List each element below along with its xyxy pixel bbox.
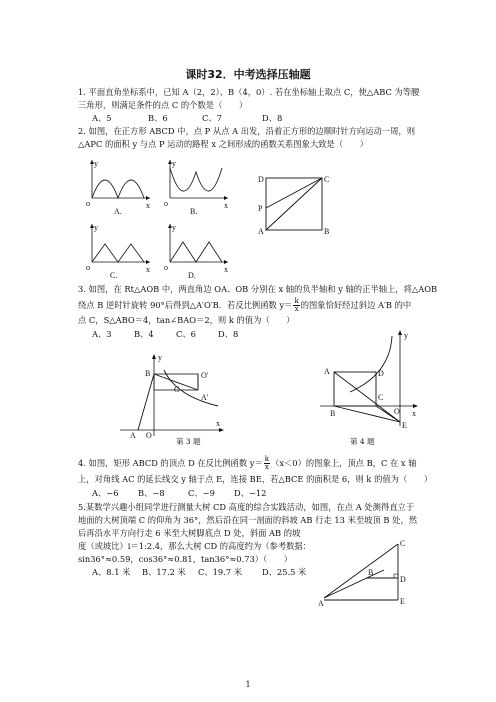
q2-graph-d-origin: o [164,263,168,272]
q4-line1-b: （x＜0）的图象上，顶点 B，C 在 x 轴 [271,458,417,468]
q3-option-a: A、3 [92,329,112,339]
q2-graph-d-x: x [224,265,228,274]
q2-graph-c [86,222,156,280]
q5-label-b: B [368,568,374,577]
q1-option-c: C、7 [202,113,222,123]
q4-figure [314,328,424,432]
q3-line2 [78,298,411,313]
q5-figure [318,536,414,608]
q4-label-d: D [378,369,384,378]
q5-option-d: D、25.5 米 [262,567,307,577]
q3-frac-num: k [294,297,299,305]
q4-frac-den: x [264,463,269,471]
q4-label-x: x [412,409,416,418]
q1-option-a: A、5 [92,113,112,123]
q2-graph-b-label: B. [190,207,198,216]
q2-line2: △APC 的面积 y 与点 P 运动的路程 x 之间形成的函数关系图象大致是（ ） [78,139,369,149]
q2-graph-b-origin: o [164,199,168,208]
q1-option-d: D、8 [262,113,283,123]
q4-label-a: A [324,367,330,376]
q4-label-o: O [394,407,400,416]
q1-line1: 1. 平面直角坐标系中，已知 A（2，2）、B（4，0）. 若在坐标轴上取点 C，使△ABC 为等腰 [78,87,420,97]
q4-line2: 上，对角线 AC 的延长线交 y 轴于点 E，连接 BE，若△BCE 的面积是 6，则 k 的值为（ ） [78,474,433,484]
q2-square-b: B [324,227,330,236]
q2-graph-c-origin: o [86,263,90,272]
q3-option-b: B、4 [134,329,154,339]
q4-fraction [264,456,270,471]
page-title: 课时32．中考选择压轴题 [185,68,311,81]
q2-square-d: D [258,175,264,184]
q4-line1-a: 4. 如图，矩形 ABCD 的顶点 D 在反比例函数 y＝ [78,458,263,468]
q5-label-e: E [400,597,405,606]
q5-line4: 度（或坡比）i＝1:2.4，那么大树 CD 的高度约为（参考数据： [78,541,312,551]
q4-label-y: y [404,331,408,340]
q2-square-figure [256,172,336,236]
q5-line2: 地面的大树顶端 C 的仰角为 36°，然后沿在同一剖面的斜坡 AB 行走 13 米至坡顶 B 处，然 [78,515,418,525]
q3-option-c: C、6 [176,329,196,339]
q2-line1: 2. 如图，在正方形 ABCD 中，点 P 从点 A 出发，沿着正方形的边顺时针方向运动一周，则 [78,126,415,136]
q2-graph-a-x: x [146,201,150,210]
q2-square-p: P [258,204,263,213]
q3-label-a-prime: A′ [201,393,209,402]
q4-label-e: E [402,421,407,430]
q2-square-c: C [324,175,330,184]
q2-graph-d-y: y [172,223,176,232]
q2-graph-d-label: D. [188,271,196,280]
q2-graph-d [164,222,234,280]
q4-option-c: C、−9 [188,488,215,498]
q2-graph-a-origin: o [86,199,90,208]
q3-fraction [293,298,299,313]
q1-option-b: B、6 [148,113,168,123]
q3-line3: 点 C，S△ABO＝4，tan∠BAO＝2，则 k 的值为（ ） [78,315,295,325]
q4-option-b: B、−8 [138,488,165,498]
q3-caption: 第 3 题 [176,437,201,446]
q3-label-c: C [174,385,180,394]
q3-label-o-prime: O′ [201,371,209,380]
q3-label-a: A [130,431,136,440]
q5-line1: 5.某数学兴趣小组同学进行测量大树 CD 高度的综合实践活动，如图，在点 A 处测得直立于 [78,502,415,512]
q2-graph-c-y: y [94,223,98,232]
q5-label-d: D [400,575,406,584]
q4-label-b: B [330,409,336,418]
q2-graph-b-x: x [224,201,228,210]
q4-option-a: A、−6 [92,488,119,498]
q3-line2-a: 绕点 B 逆时针旋转 90°后得到△A′O′B．若反比例函数 y＝ [78,300,293,310]
q5-label-a: A [318,599,324,608]
q5-option-b: B、17.2 米 [142,567,186,577]
q2-square-a: A [258,227,264,236]
q2-graph-a [86,158,156,216]
q3-label-y: y [158,353,162,362]
q4-caption: 第 4 题 [350,437,375,446]
q5-option-c: C、19.7 米 [198,567,243,577]
q2-graph-b [164,158,234,216]
q4-line1 [78,456,417,471]
page-number: 1 [245,680,251,689]
q3-line1: 3. 如图，在 Rt△AOB 中，两直角边 OA、OB 分别在 x 轴的负半轴和 y 轴的正半轴上，将△AOB [78,284,438,294]
q5-line3: 后再沿水平方向行走 6 米至大树脚底点 D 处，斜面 AB 的坡 [78,528,301,538]
q2-graph-c-x: x [146,265,150,274]
q2-graph-c-label: C. [110,271,118,280]
q1-line2: 三角形，则满足条件的点 C 的个数是（ ） [78,100,248,110]
q3-option-d: D、8 [218,329,239,339]
q5-line5: sin36°≈0.59，cos36°≈0.81，tan36°≈0.73）（ ） [78,554,293,564]
q2-graph-a-label: A. [114,207,122,216]
q5-label-c: C [400,539,406,548]
q4-frac-num: k [264,455,270,463]
q4-option-d: D、−12 [234,488,267,498]
q3-label-o: O [146,431,152,440]
q3-label-b: B [145,369,151,378]
q3-label-x: x [216,419,220,428]
q5-option-a: A、8.1 米 [92,567,131,577]
q4-label-c: C [378,393,384,402]
q2-graph-a-y: y [94,159,98,168]
q3-frac-den: x [294,305,299,313]
q3-figure [118,350,228,438]
q3-line2-b: 的图象恰好经过斜边 A′B 的中 [300,300,412,310]
q2-graph-b-y: y [172,159,176,168]
